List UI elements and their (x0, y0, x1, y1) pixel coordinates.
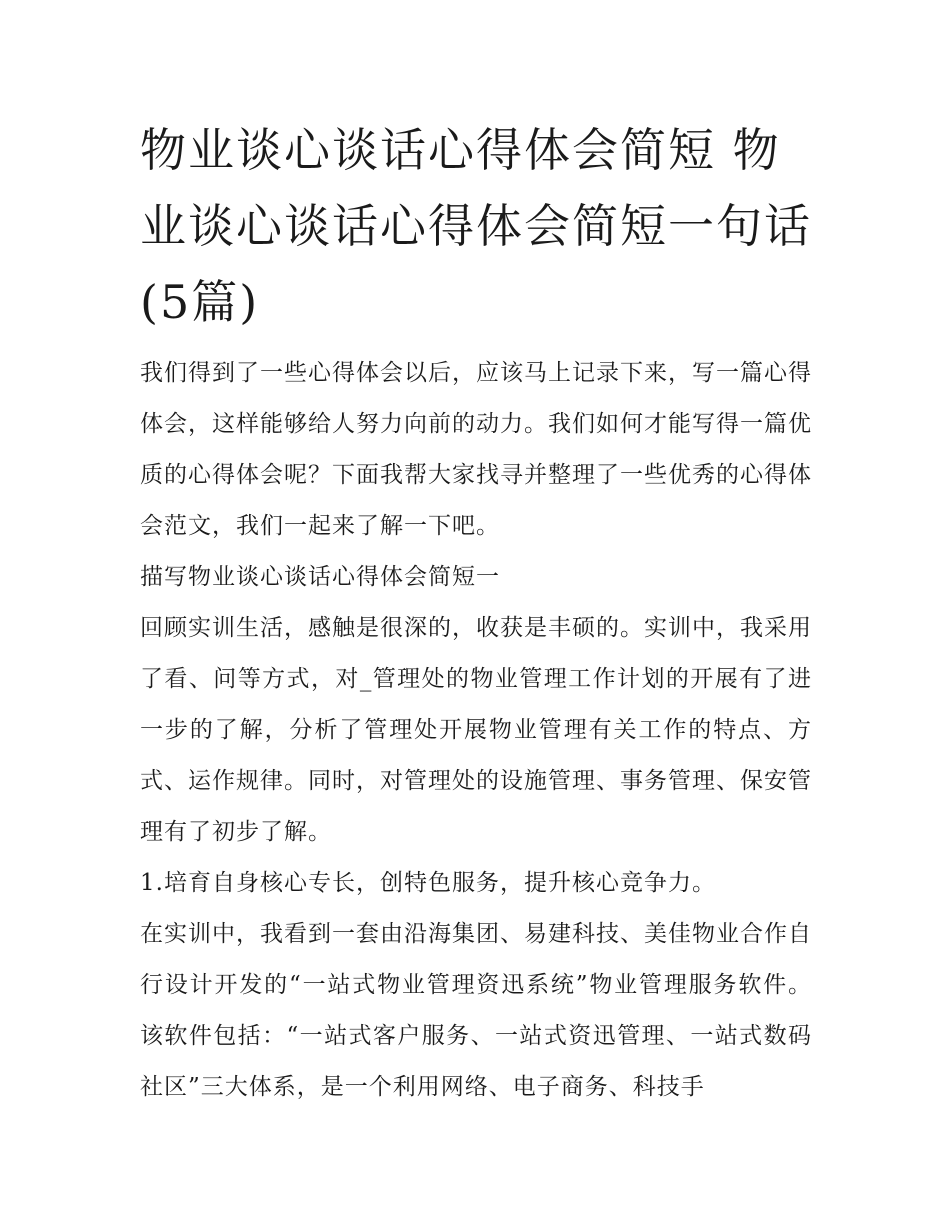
document-content (140, 112, 812, 1113)
body-paragraph-1: 回顾实训生活，感触是很深的，收获是丰硕的。实训中，我采用了看、问等方式，对_管理处的物业管理工作计划的开展有了进一步的了解，分析了管理处开展物业管理有关工作的特点、方式、运作规律。同时，对管理处的设施管理、事务管理、保安管理有了初步了解。 (140, 615, 812, 845)
body-paragraph-2: 在实训中，我看到一套由沿海集团、易建科技、美佳物业合作自行设计开发的“一站式物业管理资迅系统”物业管理服务软件。该软件包括：“一站式客户服务、一站式资迅管理、一站式数码社区”三大体系，是一个利用网络、电子商务、科技手 (140, 921, 812, 1100)
numbered-point-1: 1.培育自身核心专长，创特色服务，提升核心竞争力。 (140, 870, 716, 896)
section-heading: 描写物业谈心谈话心得体会简短一 (140, 564, 500, 590)
document-title: 物业谈心谈话心得体会简短 物业谈心谈话心得体会简短一句话(5篇) (140, 123, 812, 329)
intro-paragraph: 我们得到了一些心得体会以后，应该马上记录下来，写一篇心得体会，这样能够给人努力向前的动力。我们如何才能写得一篇优质的心得体会呢？下面我帮大家找寻并整理了一些优秀的心得体会范文，我们一起来了解一下吧。 (140, 360, 812, 539)
